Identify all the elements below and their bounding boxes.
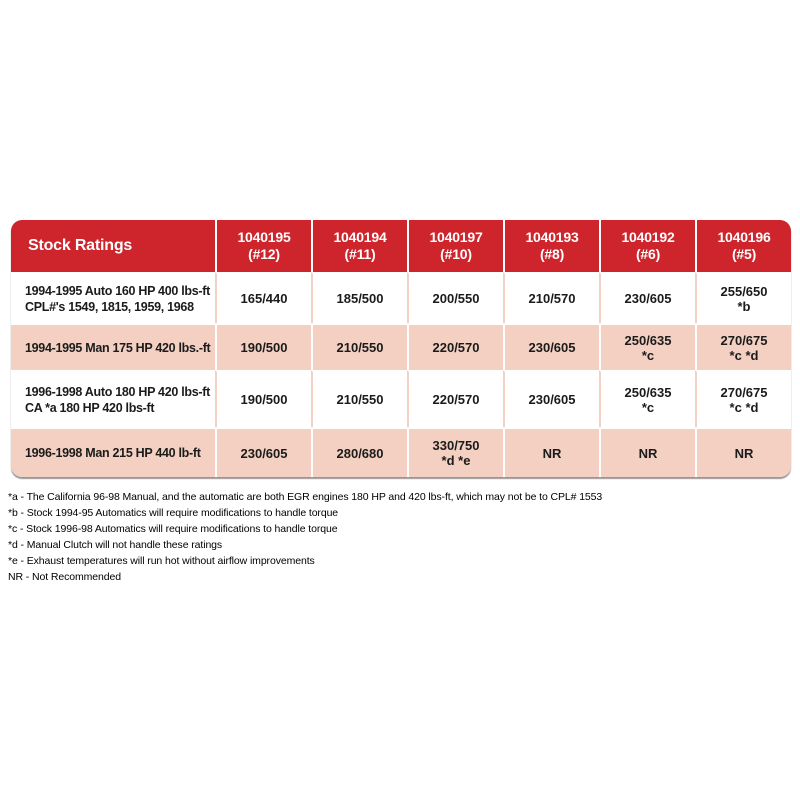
rating-value: 200/550 <box>432 291 480 306</box>
table-cell <box>599 370 695 427</box>
header-part-1040192 <box>599 220 695 272</box>
header-stock-ratings <box>11 220 215 272</box>
part-position: (#6) <box>635 246 661 262</box>
footnote-b: *b - Stock 1994-95 Automatics will require modifications to handle torque <box>8 507 339 519</box>
footnote-c: *c - Stock 1996-98 Automatics will require modifications to handle torque <box>8 523 338 535</box>
table-cell <box>695 323 791 370</box>
table-cell <box>215 370 311 427</box>
rating-value: 210/570 <box>528 291 576 306</box>
header-part-1040193 <box>503 220 599 272</box>
part-number: 1040195 <box>237 229 291 245</box>
table-cell <box>599 272 695 323</box>
table-cell <box>311 427 407 477</box>
rating-value: NR <box>638 445 658 461</box>
table-cell <box>599 323 695 370</box>
rating-note: *d *e <box>441 453 471 468</box>
footnote-a: *a - The California 96-98 Manual, and the automatic are both EGR engines 180 HP and 420 lbs-ft, which may not be to CPL# 1553 <box>8 491 603 503</box>
rating-note: *c *d <box>729 347 759 363</box>
part-number: 1040194 <box>333 229 387 245</box>
part-position: (#8) <box>539 246 565 262</box>
table-header-row <box>11 220 791 272</box>
table-cell <box>215 427 311 477</box>
rating-value: 250/635 <box>624 384 672 400</box>
rating-value: 165/440 <box>240 291 288 306</box>
table-cell <box>215 272 311 323</box>
row-label <box>11 427 215 477</box>
rating-value: 230/605 <box>240 445 288 461</box>
table-cell <box>503 427 599 477</box>
table-cell <box>503 272 599 323</box>
row-label <box>11 370 215 427</box>
rating-value: 220/570 <box>432 340 480 355</box>
footnotes <box>8 489 602 585</box>
part-number: 1040192 <box>621 229 675 245</box>
row-label-line2: CA *a 180 HP 420 lbs-ft <box>25 400 155 415</box>
table-cell <box>599 427 695 477</box>
row-label <box>11 272 215 323</box>
rating-value: 230/605 <box>624 291 672 306</box>
table-cell <box>311 323 407 370</box>
table-cell <box>407 427 503 477</box>
rating-value: 330/750 <box>432 438 480 453</box>
table-cell <box>311 370 407 427</box>
header-part-1040195 <box>215 220 311 272</box>
table-row-1994-1995-man <box>11 323 791 370</box>
rating-value: 210/550 <box>336 340 384 355</box>
rating-note: *c <box>641 347 655 363</box>
rating-value: 210/550 <box>336 392 384 407</box>
part-position: (#12) <box>248 246 280 262</box>
footnote-nr: NR - Not Recommended <box>8 571 121 583</box>
part-number: 1040193 <box>525 229 579 245</box>
rating-value: 230/605 <box>528 392 576 407</box>
part-number: 1040196 <box>717 229 771 245</box>
header-part-1040194 <box>311 220 407 272</box>
table-cell <box>695 427 791 477</box>
rating-value: NR <box>734 445 754 461</box>
rating-value: 220/570 <box>432 392 480 407</box>
table-cell <box>695 370 791 427</box>
row-label <box>11 323 215 370</box>
stock-ratings-table <box>11 220 791 477</box>
rating-value: 255/650 <box>720 283 768 299</box>
part-position: (#11) <box>344 246 376 262</box>
part-position: (#5) <box>731 246 757 262</box>
ratings-table <box>11 220 791 477</box>
table-cell <box>407 370 503 427</box>
rating-value: 280/680 <box>336 445 384 461</box>
rating-value: 250/635 <box>624 332 672 348</box>
header-label: Stock Ratings <box>28 237 133 254</box>
header-part-1040196 <box>695 220 791 272</box>
row-label-line1: 1994-1995 Man 175 HP 420 lbs.-ft <box>25 340 211 355</box>
table-cell <box>695 272 791 323</box>
table-cell <box>311 272 407 323</box>
table-cell <box>503 370 599 427</box>
table-row-1996-1998-auto <box>11 370 791 427</box>
footnote-e: *e - Exhaust temperatures will run hot without airflow improvements <box>8 555 315 567</box>
row-label-line2: CPL#'s 1549, 1815, 1959, 1968 <box>25 299 194 314</box>
rating-value: 270/675 <box>720 332 768 348</box>
rating-value: 185/500 <box>336 291 384 306</box>
table-cell <box>407 272 503 323</box>
table-cell <box>407 323 503 370</box>
table-cell <box>503 323 599 370</box>
row-label-line1: 1996-1998 Man 215 HP 440 lb-ft <box>25 446 201 460</box>
footnote-d: *d - Manual Clutch will not handle these ratings <box>8 539 223 551</box>
table-cell <box>215 323 311 370</box>
rating-value: 190/500 <box>240 392 288 407</box>
row-label-line1: 1996-1998 Auto 180 HP 420 lbs-ft <box>25 384 210 399</box>
rating-note: *c <box>641 399 655 415</box>
rating-value: 270/675 <box>720 384 768 400</box>
table-row-1994-1995-auto <box>11 272 791 323</box>
table-row-1996-1998-man <box>11 427 791 477</box>
rating-value: 230/605 <box>528 340 576 355</box>
rating-note: *b <box>737 298 751 314</box>
part-number: 1040197 <box>429 229 483 245</box>
part-position: (#10) <box>440 246 472 262</box>
rating-note: *c *d <box>729 399 759 415</box>
row-label-line1: 1994-1995 Auto 160 HP 400 lbs-ft <box>25 283 210 298</box>
rating-value: NR <box>542 445 562 461</box>
header-part-1040197 <box>407 220 503 272</box>
rating-value: 190/500 <box>240 340 288 355</box>
